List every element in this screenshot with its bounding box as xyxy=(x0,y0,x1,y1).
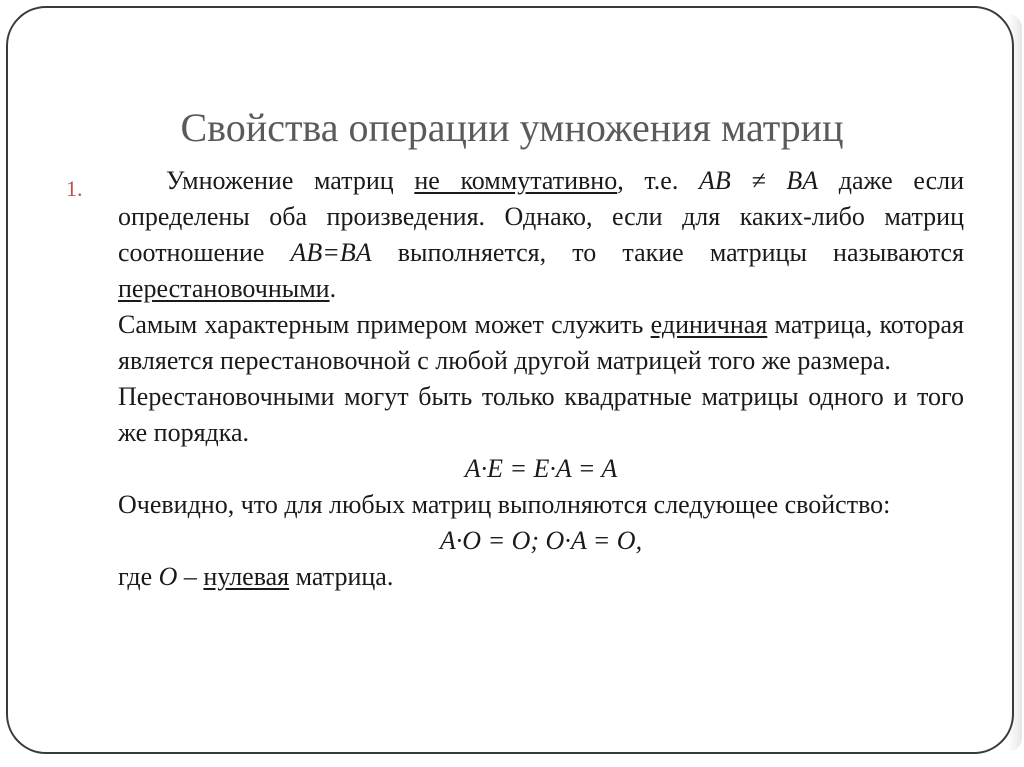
slide-body xyxy=(118,163,964,595)
text-run: матрица. xyxy=(289,562,394,591)
term-identity: единичная xyxy=(650,310,768,339)
text-run: . xyxy=(329,274,337,303)
term-non-commutative: не коммутативно xyxy=(414,166,618,195)
text-run: Умножение матриц xyxy=(166,166,415,195)
text-run: Очевидно, что для любых матриц выполняются следующее свойство: xyxy=(118,490,891,519)
paragraph-zero-definition xyxy=(118,559,964,595)
text-run: где xyxy=(118,562,159,591)
math-o: O xyxy=(158,562,178,591)
paragraph-identity-example xyxy=(118,307,964,379)
text-run: Самым характерным примером может служить xyxy=(118,310,651,339)
text-run: – xyxy=(177,562,204,591)
text-run: матрица, которая является перестановочной с любой другой матрицей того же размера. xyxy=(118,310,964,375)
text-run: даже если определены оба произведения. Однако, если для каких-либо матриц соотношение xyxy=(118,166,964,267)
text-run: выполняется, то такие матрицы называются xyxy=(371,238,964,267)
text-run: , т.е. xyxy=(617,166,699,195)
paragraph-commutativity xyxy=(118,163,964,307)
term-zero: нулевая xyxy=(203,562,290,591)
paragraph-square-matrices xyxy=(118,379,964,451)
slide-title: Свойства операции умножения матриц xyxy=(180,105,844,150)
formula-zero: A·O = O; O·A = O, xyxy=(439,526,643,555)
list-number: 1. xyxy=(66,176,83,201)
math-ab-neq-ba: AB ≠ BA xyxy=(699,166,819,195)
paragraph-zero-property xyxy=(118,487,964,523)
term-permutable: перестановочными xyxy=(118,274,330,303)
text-run: Перестановочными могут быть только квадратные матрицы одного и того же порядка. xyxy=(118,382,964,447)
formula-identity: A·E = E·A = A xyxy=(464,454,618,483)
math-ab-eq-ba: AB=BA xyxy=(290,238,372,267)
